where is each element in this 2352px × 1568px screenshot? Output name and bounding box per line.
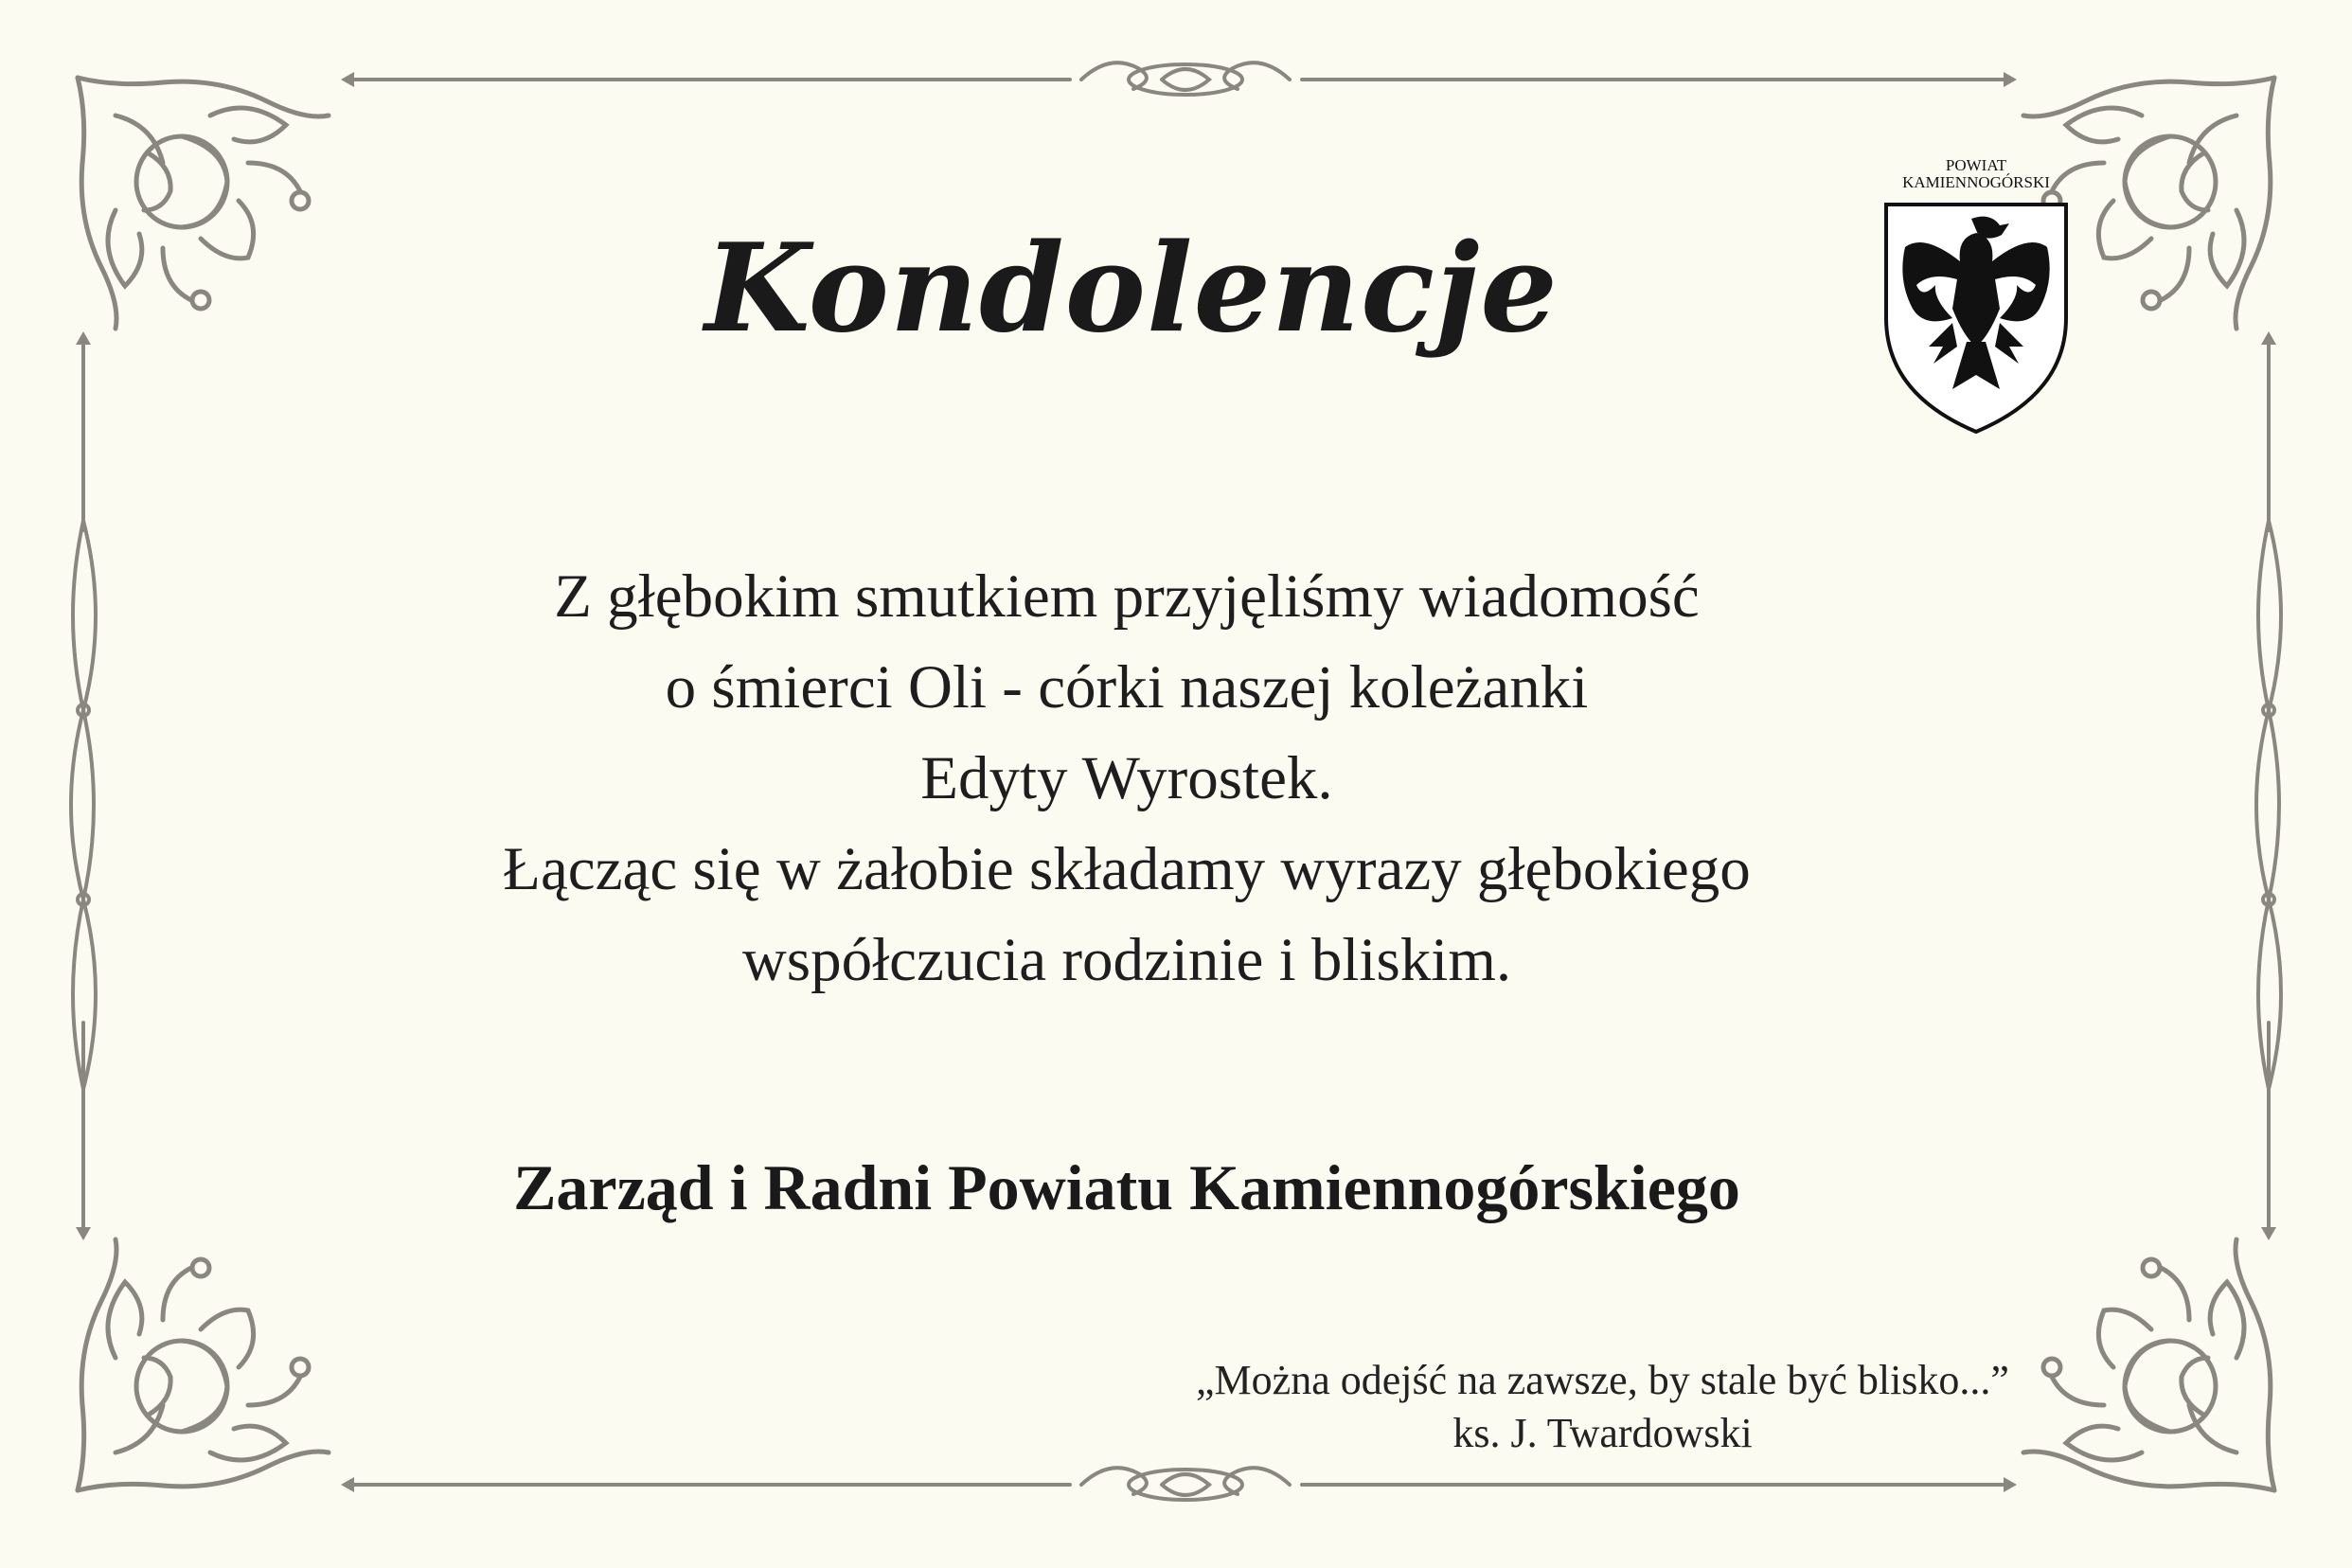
- message-line: Łącząc się w żałobie składamy wyrazy głębokiego: [503, 835, 1751, 903]
- condolence-message: [284, 551, 1969, 1006]
- signature: Zarząd i Radni Powiatu Kamiennogórskiego: [513, 1151, 1740, 1223]
- message-line: współczucia rodzinie i bliskim.: [741, 926, 1512, 994]
- page-title: Kondolencje: [704, 218, 1559, 360]
- crest-label-name: KAMIENNOGÓRSKI: [1902, 173, 2050, 191]
- crest-label-powiat: POWIAT: [1945, 156, 2007, 174]
- message-line: Z głębokim smutkiem przyjęliśmy wiadomość: [554, 562, 1700, 631]
- quote-text: „Można odejść na zawsze, by stale być blisko...”: [1196, 1357, 2009, 1403]
- quote-author: ks. J. Twardowski: [1452, 1410, 1753, 1456]
- message-line: Edyty Wyrostek.: [920, 744, 1333, 812]
- message-line: o śmierci Oli - córki naszej koleżanki: [665, 653, 1589, 722]
- quote-block: [1042, 1354, 2164, 1460]
